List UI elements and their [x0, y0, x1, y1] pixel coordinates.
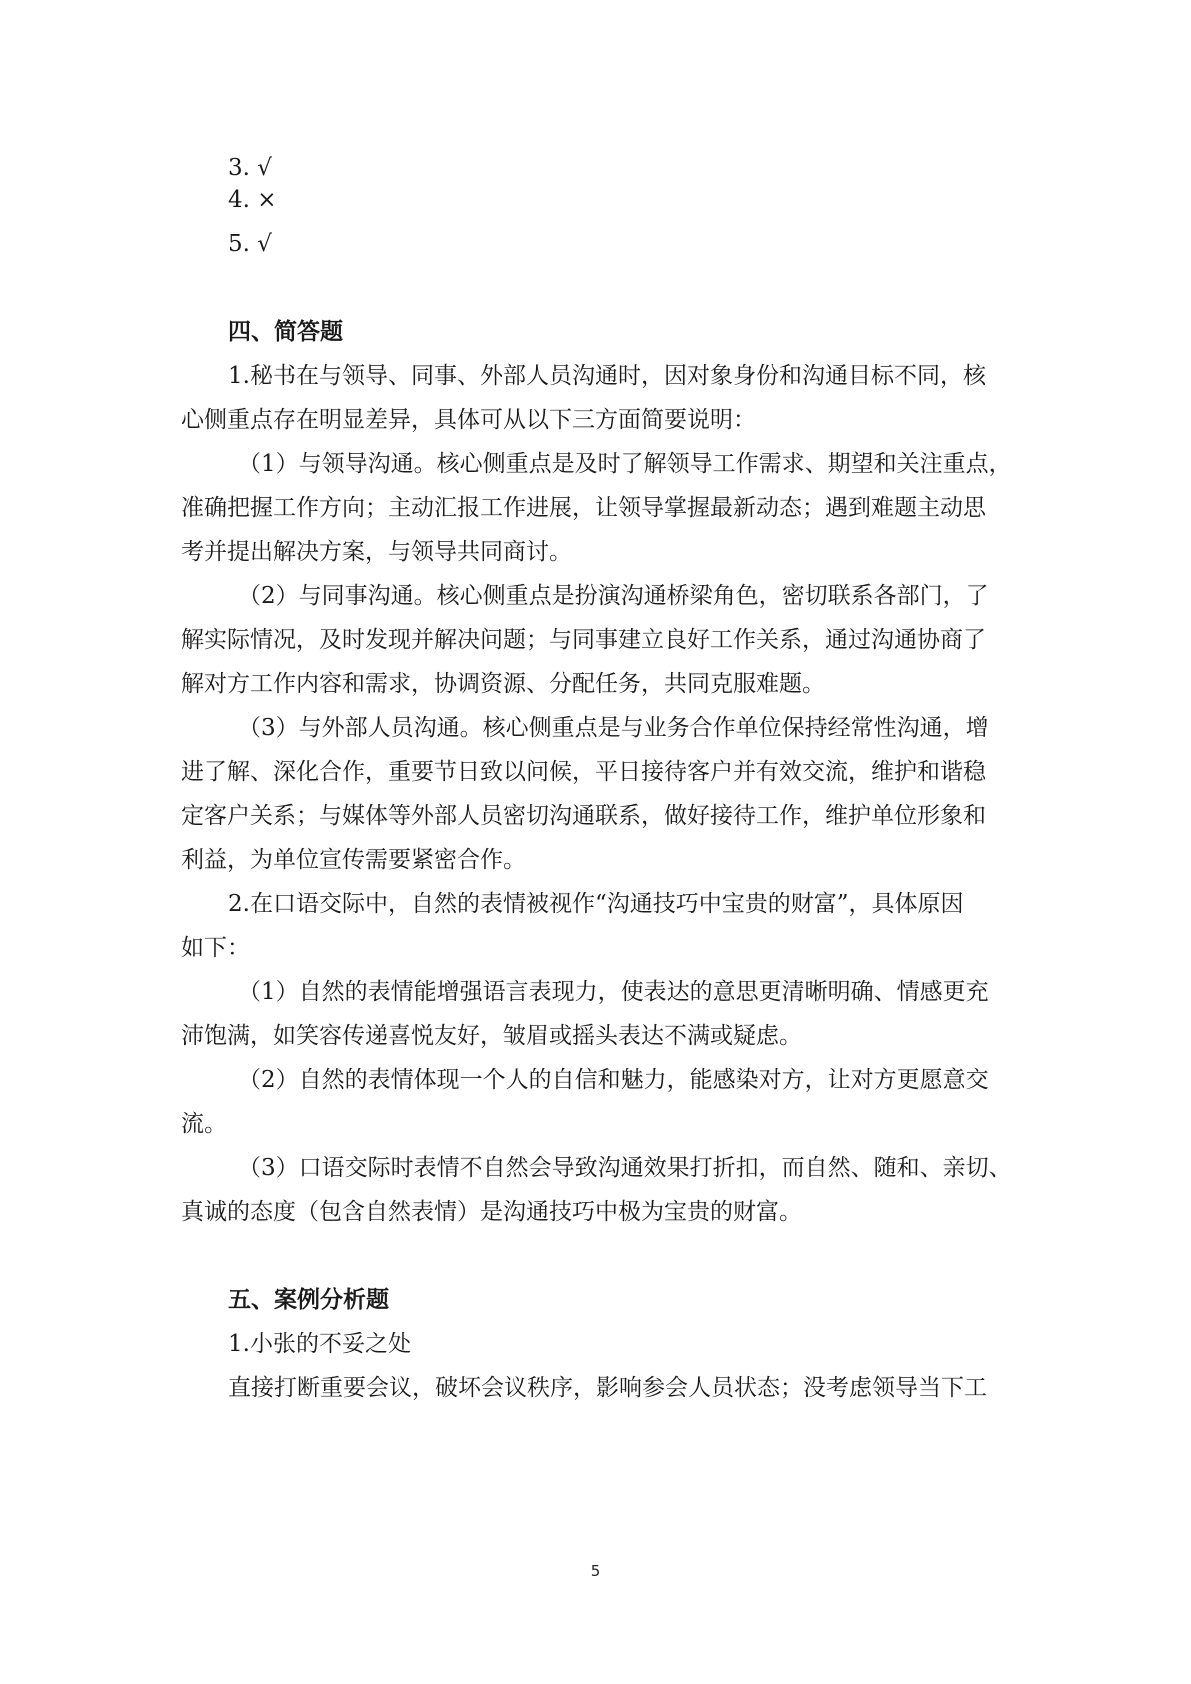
q1-point2-line: 解实际情况，及时发现并解决问题；与同事建立良好工作关系，通过沟通协商了: [181, 627, 986, 653]
q2-lead-line: 如下：: [181, 935, 250, 961]
q2-point1-line: 沛饱满，如笑容传递喜悦友好，皱眉或摇头表达不满或疑虑。: [181, 1023, 802, 1049]
judgement-answer-5: 5. √: [228, 231, 272, 257]
q1-point1-line: 考并提出解决方案，与领导共同商讨。: [181, 539, 572, 565]
judgement-answer-3: 3. √: [228, 155, 272, 181]
q1-lead-line: 1.秘书在与领导、同事、外部人员沟通时，因对象身份和沟通目标不同，核: [228, 363, 986, 389]
q2-point1-line: （1）自然的表情能增强语言表现力，使表达的意思更清晰明确、情感更充: [238, 979, 989, 1005]
q1-lead-line: 心侧重点存在明显差异，具体可从以下三方面简要说明：: [181, 407, 756, 433]
q2-point2-line: 流。: [181, 1111, 227, 1137]
page-number: 5: [590, 1562, 601, 1580]
q1-point3-line: 进了解、深化合作，重要节日致以问候，平日接待客户并有效交流，维护和谐稳: [181, 759, 986, 785]
judgement-answer-4: 4. ×: [228, 187, 277, 213]
q1-point3-line: 定客户关系；与媒体等外部人员密切沟通联系，做好接待工作，维护单位形象和: [181, 803, 986, 829]
section-heading-case-analysis: 五、案例分析题: [228, 1287, 389, 1313]
case-q1-title: 1.小张的不妥之处: [228, 1331, 411, 1357]
q1-point3-line: 利益，为单位宣传需要紧密合作。: [181, 847, 526, 873]
q2-point3-line: 真诚的态度（包含自然表情）是沟通技巧中极为宝贵的财富。: [181, 1199, 802, 1225]
q1-point2-line: （2）与同事沟通。核心侧重点是扮演沟通桥梁角色，密切联系各部门，了: [238, 583, 989, 609]
q1-point1-line: 准确把握工作方向；主动汇报工作进展，让领导掌握最新动态；遇到难题主动思: [181, 495, 986, 521]
q2-lead-line: 2.在口语交际中，自然的表情被视作“沟通技巧中宝贵的财富”，具体原因: [228, 891, 964, 917]
q1-point2-line: 解对方工作内容和需求，协调资源、分配任务，共同克服难题。: [181, 671, 825, 697]
q2-point3-line: （3）口语交际时表情不自然会导致沟通效果打折扣，而自然、随和、亲切、: [238, 1155, 1012, 1181]
section-heading-short-answer: 四、简答题: [228, 319, 343, 345]
q1-point3-line: （3）与外部人员沟通。核心侧重点是与业务合作单位保持经常性沟通，增: [238, 715, 989, 741]
q2-point2-line: （2）自然的表情体现一个人的自信和魅力，能感染对方，让对方更愿意交: [238, 1067, 989, 1093]
case-q1-text: 直接打断重要会议，破坏会议秩序，影响参会人员状态；没考虑领导当下工: [228, 1375, 987, 1401]
q1-point1-line: （1）与领导沟通。核心侧重点是及时了解领导工作需求、期望和关注重点，: [238, 451, 1012, 477]
